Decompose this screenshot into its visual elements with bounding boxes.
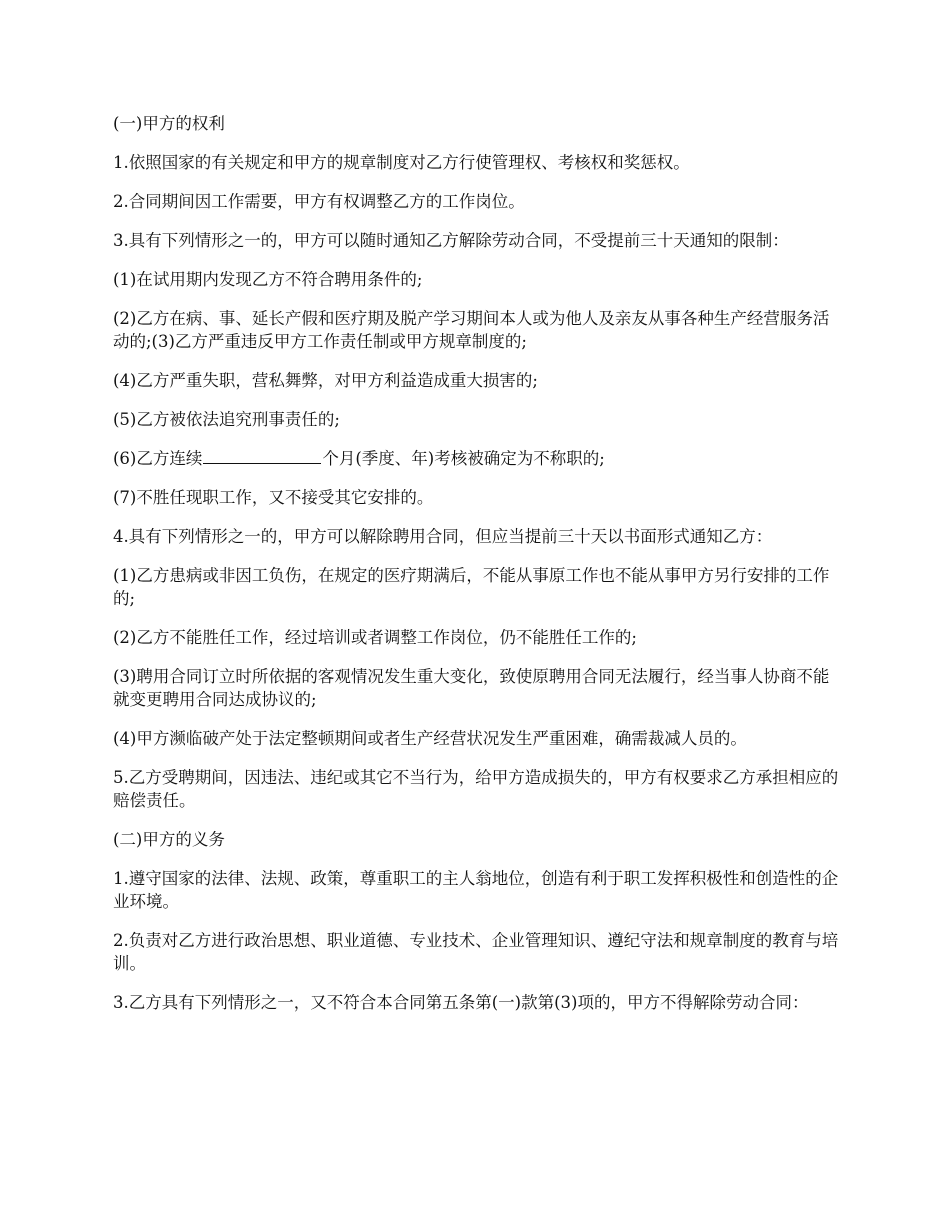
paragraph: (2)乙方不能胜任工作，经过培训或者调整工作岗位，仍不能胜任工作的;	[113, 628, 637, 647]
paragraph-with-blank	[113, 447, 845, 470]
paragraph: 1.依照国家的有关规定和甲方的规章制度对乙方行使管理权、考核权和奖惩权。	[113, 153, 690, 172]
document-body	[113, 112, 845, 1030]
paragraph: (4)甲方濒临破产处于法定整顿期间或者生产经营状况发生严重困难，确需裁减人员的。	[113, 729, 747, 748]
paragraph: 5.乙方受聘期间，因违法、违纪或其它不当行为，给甲方造成损失的，甲方有权要求乙方承担相应的赔偿责任。	[113, 768, 839, 810]
paragraph: 3.乙方具有下列情形之一，又不符合本合同第五条第(一)款第(3)项的，甲方不得解除劳动合同：	[113, 993, 809, 1012]
paragraph-suffix: 个月(季度、年)考核被确定为不称职的;	[322, 449, 605, 468]
paragraph: (1)在试用期内发现乙方不符合聘用条件的;	[113, 270, 423, 289]
paragraph: 1.遵守国家的法律、法规、政策，尊重职工的主人翁地位，创造有利于职工发挥积极性和创造性的企业环境。	[113, 869, 839, 911]
paragraph: (2)乙方在病、事、延长产假和医疗期及脱产学习期间本人或为他人及亲友从事各种生产经营服务活动的;(3)乙方严重违反甲方工作责任制或甲方规章制度的;	[113, 309, 830, 351]
section-heading-rights: (一)甲方的权利	[113, 114, 225, 133]
paragraph: (5)乙方被依法追究刑事责任的;	[113, 410, 340, 429]
paragraph: 2.负责对乙方进行政治思想、职业道德、专业技术、企业管理知识、遵纪守法和规章制度的教育与培训。	[113, 931, 839, 973]
paragraph: (3)聘用合同订立时所依据的客观情况发生重大变化，致使原聘用合同无法履行，经当事人协商不能就变更聘用合同达成协议的;	[113, 667, 830, 709]
paragraph: 2.合同期间因工作需要，甲方有权调整乙方的工作岗位。	[113, 192, 525, 211]
fill-in-blank	[203, 447, 321, 464]
paragraph: 4.具有下列情形之一的，甲方可以解除聘用合同，但应当提前三十天以书面形式通知乙方：	[113, 527, 773, 546]
paragraph: (1)乙方患病或非因工负伤，在规定的医疗期满后，不能从事原工作也不能从事甲方另行安排的工作的;	[113, 566, 830, 608]
paragraph: (4)乙方严重失职，营私舞弊，对甲方利益造成重大损害的;	[113, 371, 538, 390]
section-heading-obligations: (二)甲方的义务	[113, 830, 225, 849]
paragraph: (7)不胜任现职工作，又不接受其它安排的。	[113, 488, 434, 507]
paragraph-prefix: (6)乙方连续	[113, 449, 203, 468]
paragraph: 3.具有下列情形之一的，甲方可以随时通知乙方解除劳动合同，不受提前三十天通知的限制：	[113, 231, 789, 250]
